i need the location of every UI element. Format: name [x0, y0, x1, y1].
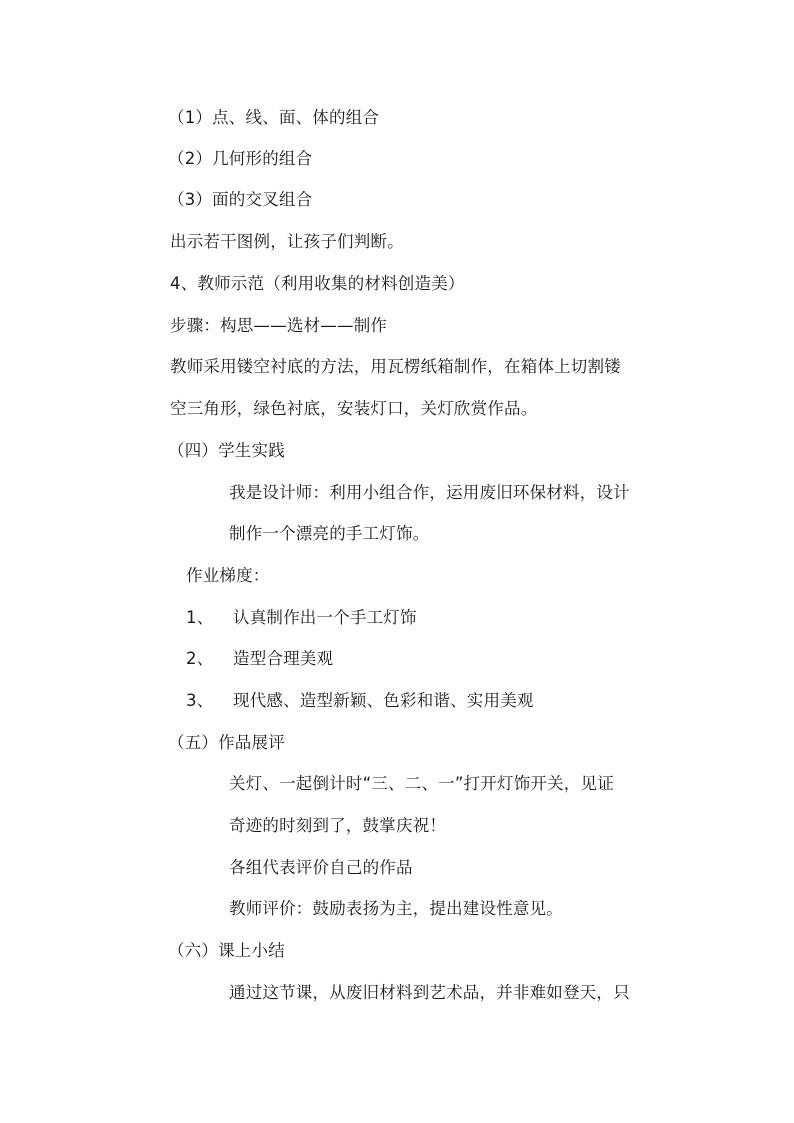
list-number: 1、: [186, 608, 214, 627]
section-heading: （四）学生实践: [168, 441, 285, 460]
list-item-text: 认真制作出一个手工灯饰: [233, 608, 417, 627]
list-item-text: 造型合理美观: [233, 649, 334, 668]
text-line: 教师采用镂空衬底的方法，用瓦楞纸箱制作，在箱体上切割镂: [170, 357, 621, 376]
list-item-text: 现代感、造型新颖、色彩和谐、实用美观: [233, 691, 534, 710]
section-heading: （六）课上小结: [168, 941, 285, 960]
list-number: 2、: [186, 649, 214, 668]
section-heading: （五）作品展评: [168, 733, 285, 752]
text-line: （1）点、线、面、体的组合: [168, 108, 380, 127]
text-line: 制作一个漂亮的手工灯饰。: [229, 524, 430, 543]
text-line: 各组代表评价自己的作品: [229, 858, 413, 877]
list-item: [186, 607, 417, 629]
text-line: 空三角形，绿色衬底，安装灯口，关灯欣赏作品。: [170, 399, 538, 418]
text-line: （3）面的交叉组合: [168, 190, 313, 209]
text-line: （2）几何形的组合: [168, 149, 313, 168]
list-number: 3、: [186, 691, 214, 710]
list-item: [186, 690, 534, 712]
text-line: 奇迹的时刻到了，鼓掌庆祝！: [229, 816, 447, 835]
text-line: 通过这节课，从废旧材料到艺术品，并非难如登天，只: [229, 983, 630, 1002]
list-item: [186, 648, 333, 670]
text-line: 4、教师示范（利用收集的材料创造美）: [170, 274, 465, 293]
text-line: 作业梯度：: [186, 566, 270, 585]
text-line: 步骤：构思——选材——制作: [170, 316, 388, 335]
text-line: 我是设计师：利用小组合作，运用废旧环保材料，设计: [229, 483, 630, 502]
text-line: 关灯、一起倒计时“三、二、一”打开灯饰开关，见证: [229, 774, 614, 793]
text-line: 出示若干图例，让孩子们判断。: [170, 232, 404, 251]
text-line: 教师评价：鼓励表扬为主，提出建设性意见。: [229, 899, 563, 918]
